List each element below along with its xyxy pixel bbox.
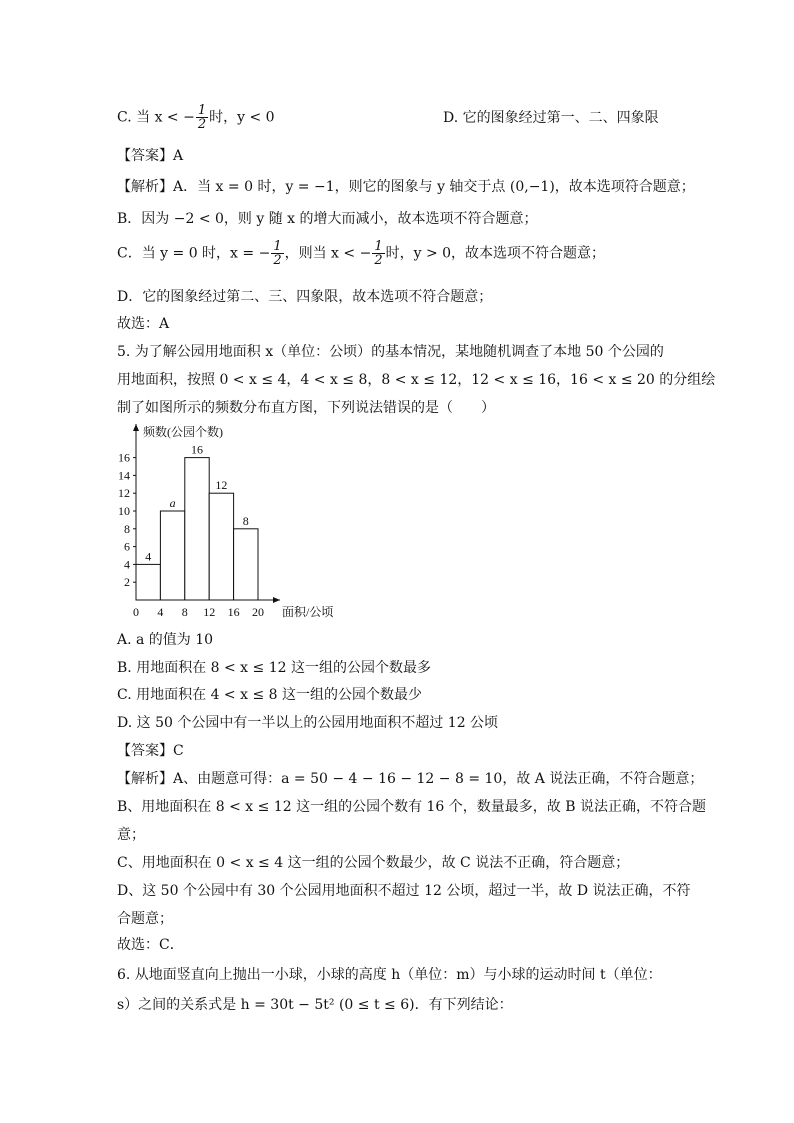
q5-stem-line-2: 用地面积，按照 0 < x ≤ 4，4 < x ≤ 8，8 < x ≤ 12，12 < x ≤ 16，16 < x ≤ 20 的分组绘 (117, 372, 716, 388)
prev-analysis-d: D．它的图象经过第二、三、四象限，故本选项不符合题意； (117, 289, 493, 305)
q5-option-b: B. 用地面积在 8 < x ≤ 12 这一组的公园个数最多 (117, 660, 431, 676)
fraction: $\frac{1}{2}$ (273, 239, 282, 268)
q5-analysis-c: C、用地面积在 0 < x ≤ 4 这一组的公园个数最少，故 C 说法不正确，符合题意； (117, 855, 630, 871)
q5-analysis-b-line-1: B、用地面积在 8 < x ≤ 12 这一组的公园个数有 16 个，数量最多，故 B 说法正确，不符合题 (117, 799, 706, 815)
x-axis-arrow (273, 597, 280, 603)
y-tick-label: 10 (118, 504, 130, 518)
x-tick-label: 20 (252, 605, 264, 619)
prev-conclusion: 故选：A (117, 316, 170, 332)
x-tick-label: 12 (203, 605, 216, 619)
prev-option-d: D. 它的图象经过第一、二、四象限 (443, 110, 659, 126)
prev-answer: 【答案】A (117, 148, 184, 164)
y-axis-arrow (133, 424, 139, 431)
bar-value-label: 12 (215, 478, 228, 493)
fraction: $\frac{1}{2}$ (374, 239, 383, 268)
q5-option-c: C. 用地面积在 4 < x ≤ 8 这一组的公园个数最少 (117, 687, 422, 703)
prev-analysis-c: C．当 y = 0 时，x = − $\frac{1}{2}$ ，则当 x < − $\frac{1}{2}$ 时，y > 0，故本选项不符合题意； (117, 239, 606, 268)
histogram-bar (136, 564, 160, 600)
prev-analysis-a: 【解析】A．当 x = 0 时，y = −1，则它的图象与 y 轴交于点 (0,−1)，故本选项符合题意； (117, 179, 695, 195)
histogram-bar (209, 493, 233, 600)
q5-analysis-b-line-2: 意； (117, 827, 145, 843)
prev-option-c-text-post: 时，y < 0 (209, 109, 275, 126)
x-axis-label: 面积/公顷 (282, 605, 334, 619)
histogram-svg (112, 420, 342, 628)
y-tick-label: 6 (124, 539, 130, 554)
x-tick-label: 8 (181, 605, 188, 619)
q5-answer: 【答案】C (117, 743, 184, 759)
bar-value-label: 16 (191, 442, 203, 457)
q5-option-a: A. a 的值为 10 (117, 632, 214, 648)
q6-stem-line-2: s）之间的关系式是 h = 30t − 5t² (0 ≤ t ≤ 6)．有下列结论： (117, 997, 513, 1013)
y-tick-label: 2 (124, 575, 130, 590)
q5-stem-line-3: 制了如图所示的频数分布直方图，下列说法错误的是（ ） (117, 400, 495, 416)
x-tick-label: 16 (227, 605, 240, 619)
y-tick-label: 8 (124, 521, 130, 536)
x-tick-label: 4 (157, 605, 164, 619)
q5-stem-line-1: 5. 为了解公园用地面积 x（单位：公顷）的基本情况，某地随机调查了本地 50 个公园的 (117, 344, 664, 360)
bar-value-label: 4 (145, 549, 152, 564)
y-tick-label: 14 (118, 468, 130, 483)
bar-value-label: 8 (242, 513, 249, 528)
histogram-bar (185, 458, 209, 600)
q5-analysis-d-line-1: D、这 50 个公园中有 30 个公园用地面积不超过 12 公顷，超过一半，故 D 说法正确，不符 (117, 883, 691, 899)
q5-analysis-a: 【解析】A、由题意可得：a = 50 − 4 − 16 − 12 − 8 = 10，故 A 说法正确，不符合题意； (117, 771, 704, 787)
prev-option-c (117, 104, 275, 131)
histogram-bar (234, 529, 258, 600)
y-tick-label: 16 (118, 450, 130, 465)
bar-value-label: a (169, 496, 176, 510)
q5-analysis-d-line-2: 合题意； (117, 911, 173, 927)
histogram-bar (160, 511, 184, 600)
histogram-chart (112, 420, 342, 628)
prev-analysis-b: B．因为 −2 < 0，则 y 随 x 的增大而减小，故本选项不符合题意； (117, 211, 538, 227)
x-tick-label: 0 (133, 605, 139, 619)
q5-conclusion: 故选：C． (117, 937, 184, 953)
y-tick-label: 4 (124, 557, 130, 572)
q6-stem-line-1: 6. 从地面竖直向上抛出一小球，小球的高度 h（单位：m）与小球的运动时间 t（单位： (117, 967, 662, 983)
y-tick-label: 12 (118, 486, 130, 501)
y-axis-label: 频数(公园个数) (143, 425, 223, 439)
fraction: $\frac{1}{2}$ (197, 103, 207, 132)
prev-option-c-text: C. 当 x < − (117, 109, 195, 126)
q5-option-d: D. 这 50 个公园中有一半以上的公园用地面积不超过 12 公顷 (117, 715, 499, 731)
